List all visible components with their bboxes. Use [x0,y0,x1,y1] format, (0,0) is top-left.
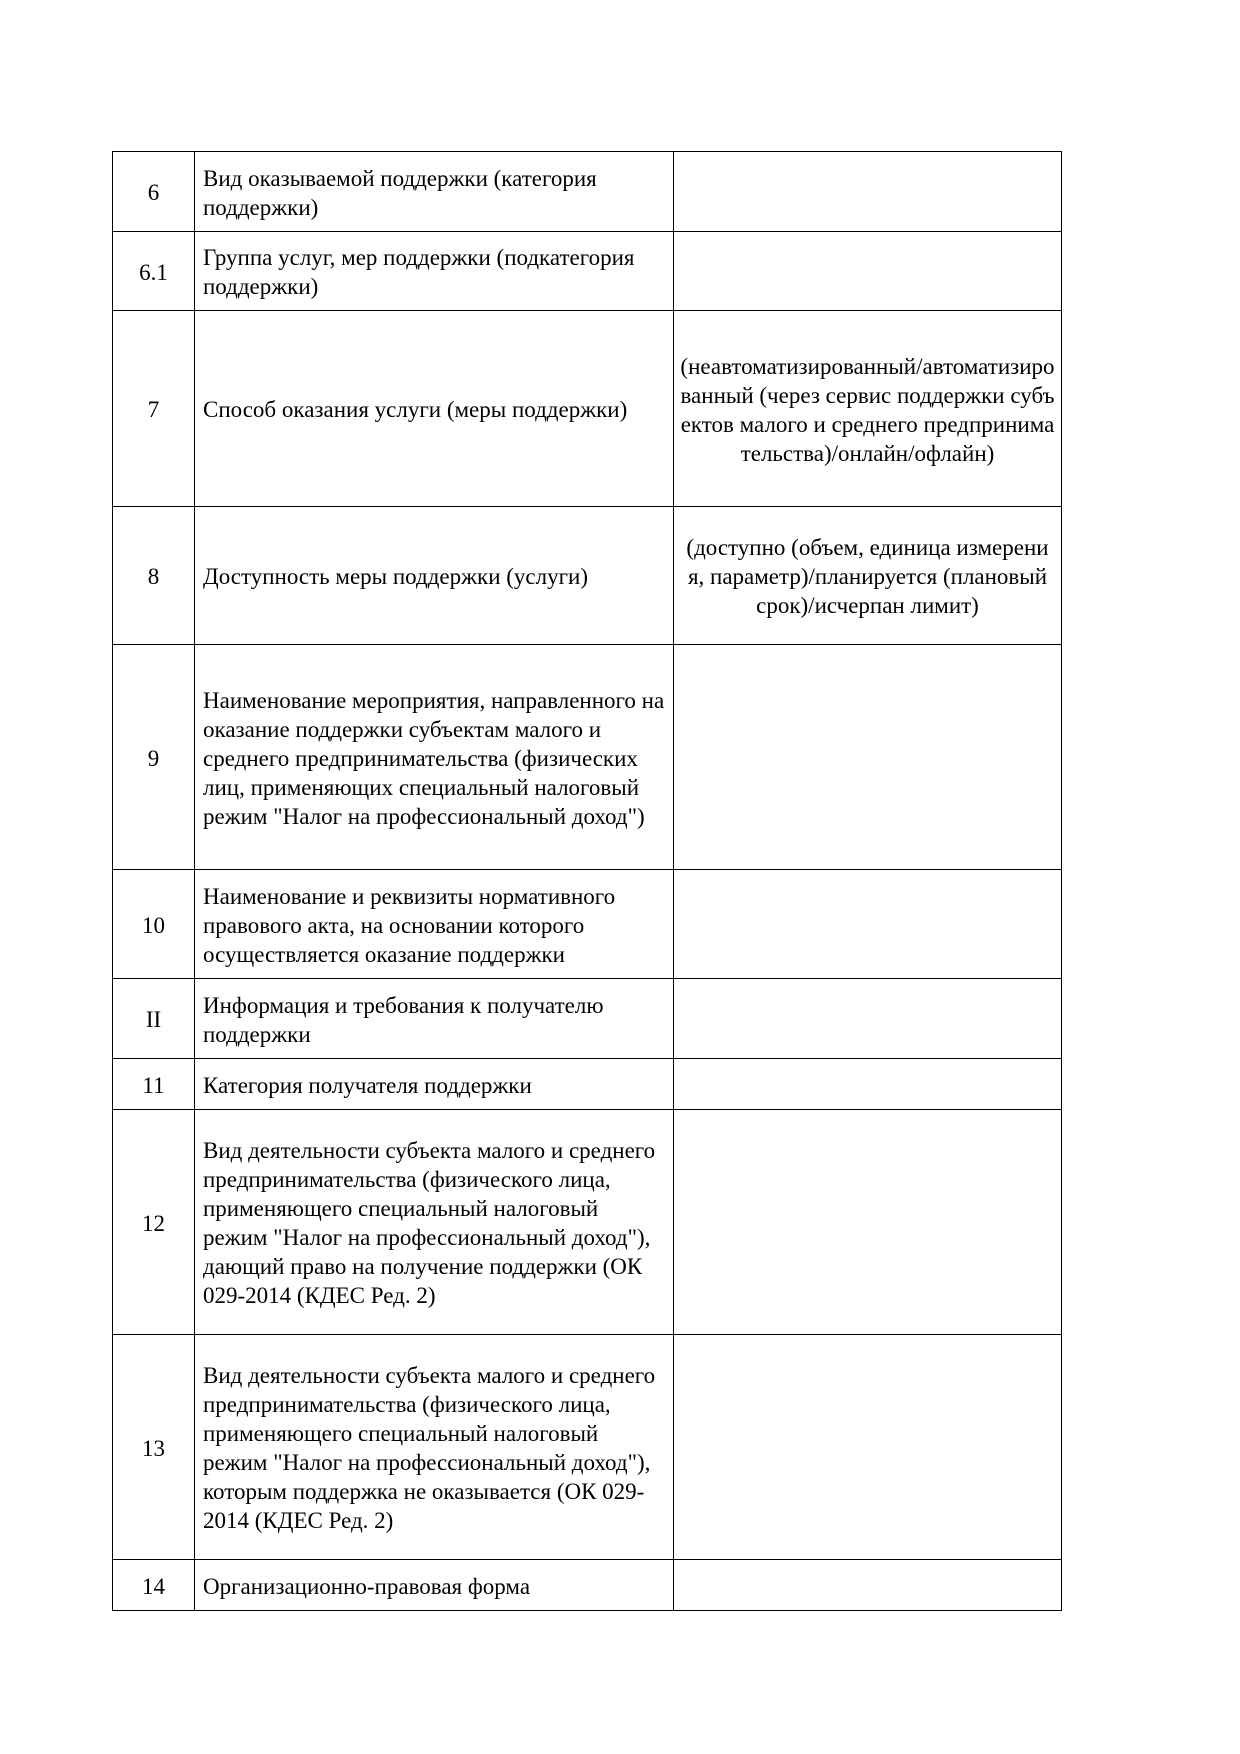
table-row [113,1059,1062,1110]
row-value [674,979,1062,1059]
row-number: 9 [113,645,195,870]
row-value [674,152,1062,232]
row-name: Доступность меры поддержки (услуги) [195,507,674,645]
row-value [674,1335,1062,1560]
row-value: (доступно (объем, единица измерения, параметр)/планируется (плановый срок)/исчерпан лимит) [674,507,1062,645]
row-number: 10 [113,870,195,979]
table-row [113,507,1062,645]
row-value [674,1110,1062,1335]
table-row [113,232,1062,311]
row-number: 8 [113,507,195,645]
table-row [113,1560,1062,1611]
support-info-table [112,151,1062,1611]
row-name: Способ оказания услуги (меры поддержки) [195,311,674,507]
row-name: Информация и требования к получателю поддержки [195,979,674,1059]
row-value [674,1560,1062,1611]
row-number: 12 [113,1110,195,1335]
row-name: Категория получателя поддержки [195,1059,674,1110]
table-row [113,979,1062,1059]
row-name: Наименование мероприятия, направленного на оказание поддержки субъектам малого и среднего предпринимательства (физических лиц, применяющих специальный налоговый режим "Налог на профессиональный доход") [195,645,674,870]
row-name: Вид оказываемой поддержки (категория поддержки) [195,152,674,232]
row-number: 11 [113,1059,195,1110]
row-number: 14 [113,1560,195,1611]
row-name: Группа услуг, мер поддержки (подкатегория поддержки) [195,232,674,311]
table-row [113,152,1062,232]
row-value [674,232,1062,311]
row-value: (неавтоматизированный/автоматизированный (через сервис поддержки субъектов малого и среднего предпринимательства)/онлайн/офлайн) [674,311,1062,507]
row-value [674,870,1062,979]
table-row [113,1335,1062,1560]
row-name: Вид деятельности субъекта малого и среднего предпринимательства (физического лица, применяющего специальный налоговый режим "Налог на профессиональный доход"), дающий право на получение поддержки (ОК 029-2014 (КДЕС Ред. 2) [195,1110,674,1335]
row-value [674,645,1062,870]
row-name: Вид деятельности субъекта малого и среднего предпринимательства (физического лица, применяющего специальный налоговый режим "Налог на профессиональный доход"), которым поддержка не оказывается (ОК 029-2014 (КДЕС Ред. 2) [195,1335,674,1560]
table-row [113,311,1062,507]
row-value [674,1059,1062,1110]
row-number: II [113,979,195,1059]
row-number: 7 [113,311,195,507]
table-row [113,1110,1062,1335]
row-number: 6.1 [113,232,195,311]
row-name: Наименование и реквизиты нормативного правового акта, на основании которого осуществляется оказание поддержки [195,870,674,979]
row-number: 6 [113,152,195,232]
row-name: Организационно-правовая форма [195,1560,674,1611]
table-row [113,645,1062,870]
table-row [113,870,1062,979]
row-number: 13 [113,1335,195,1560]
